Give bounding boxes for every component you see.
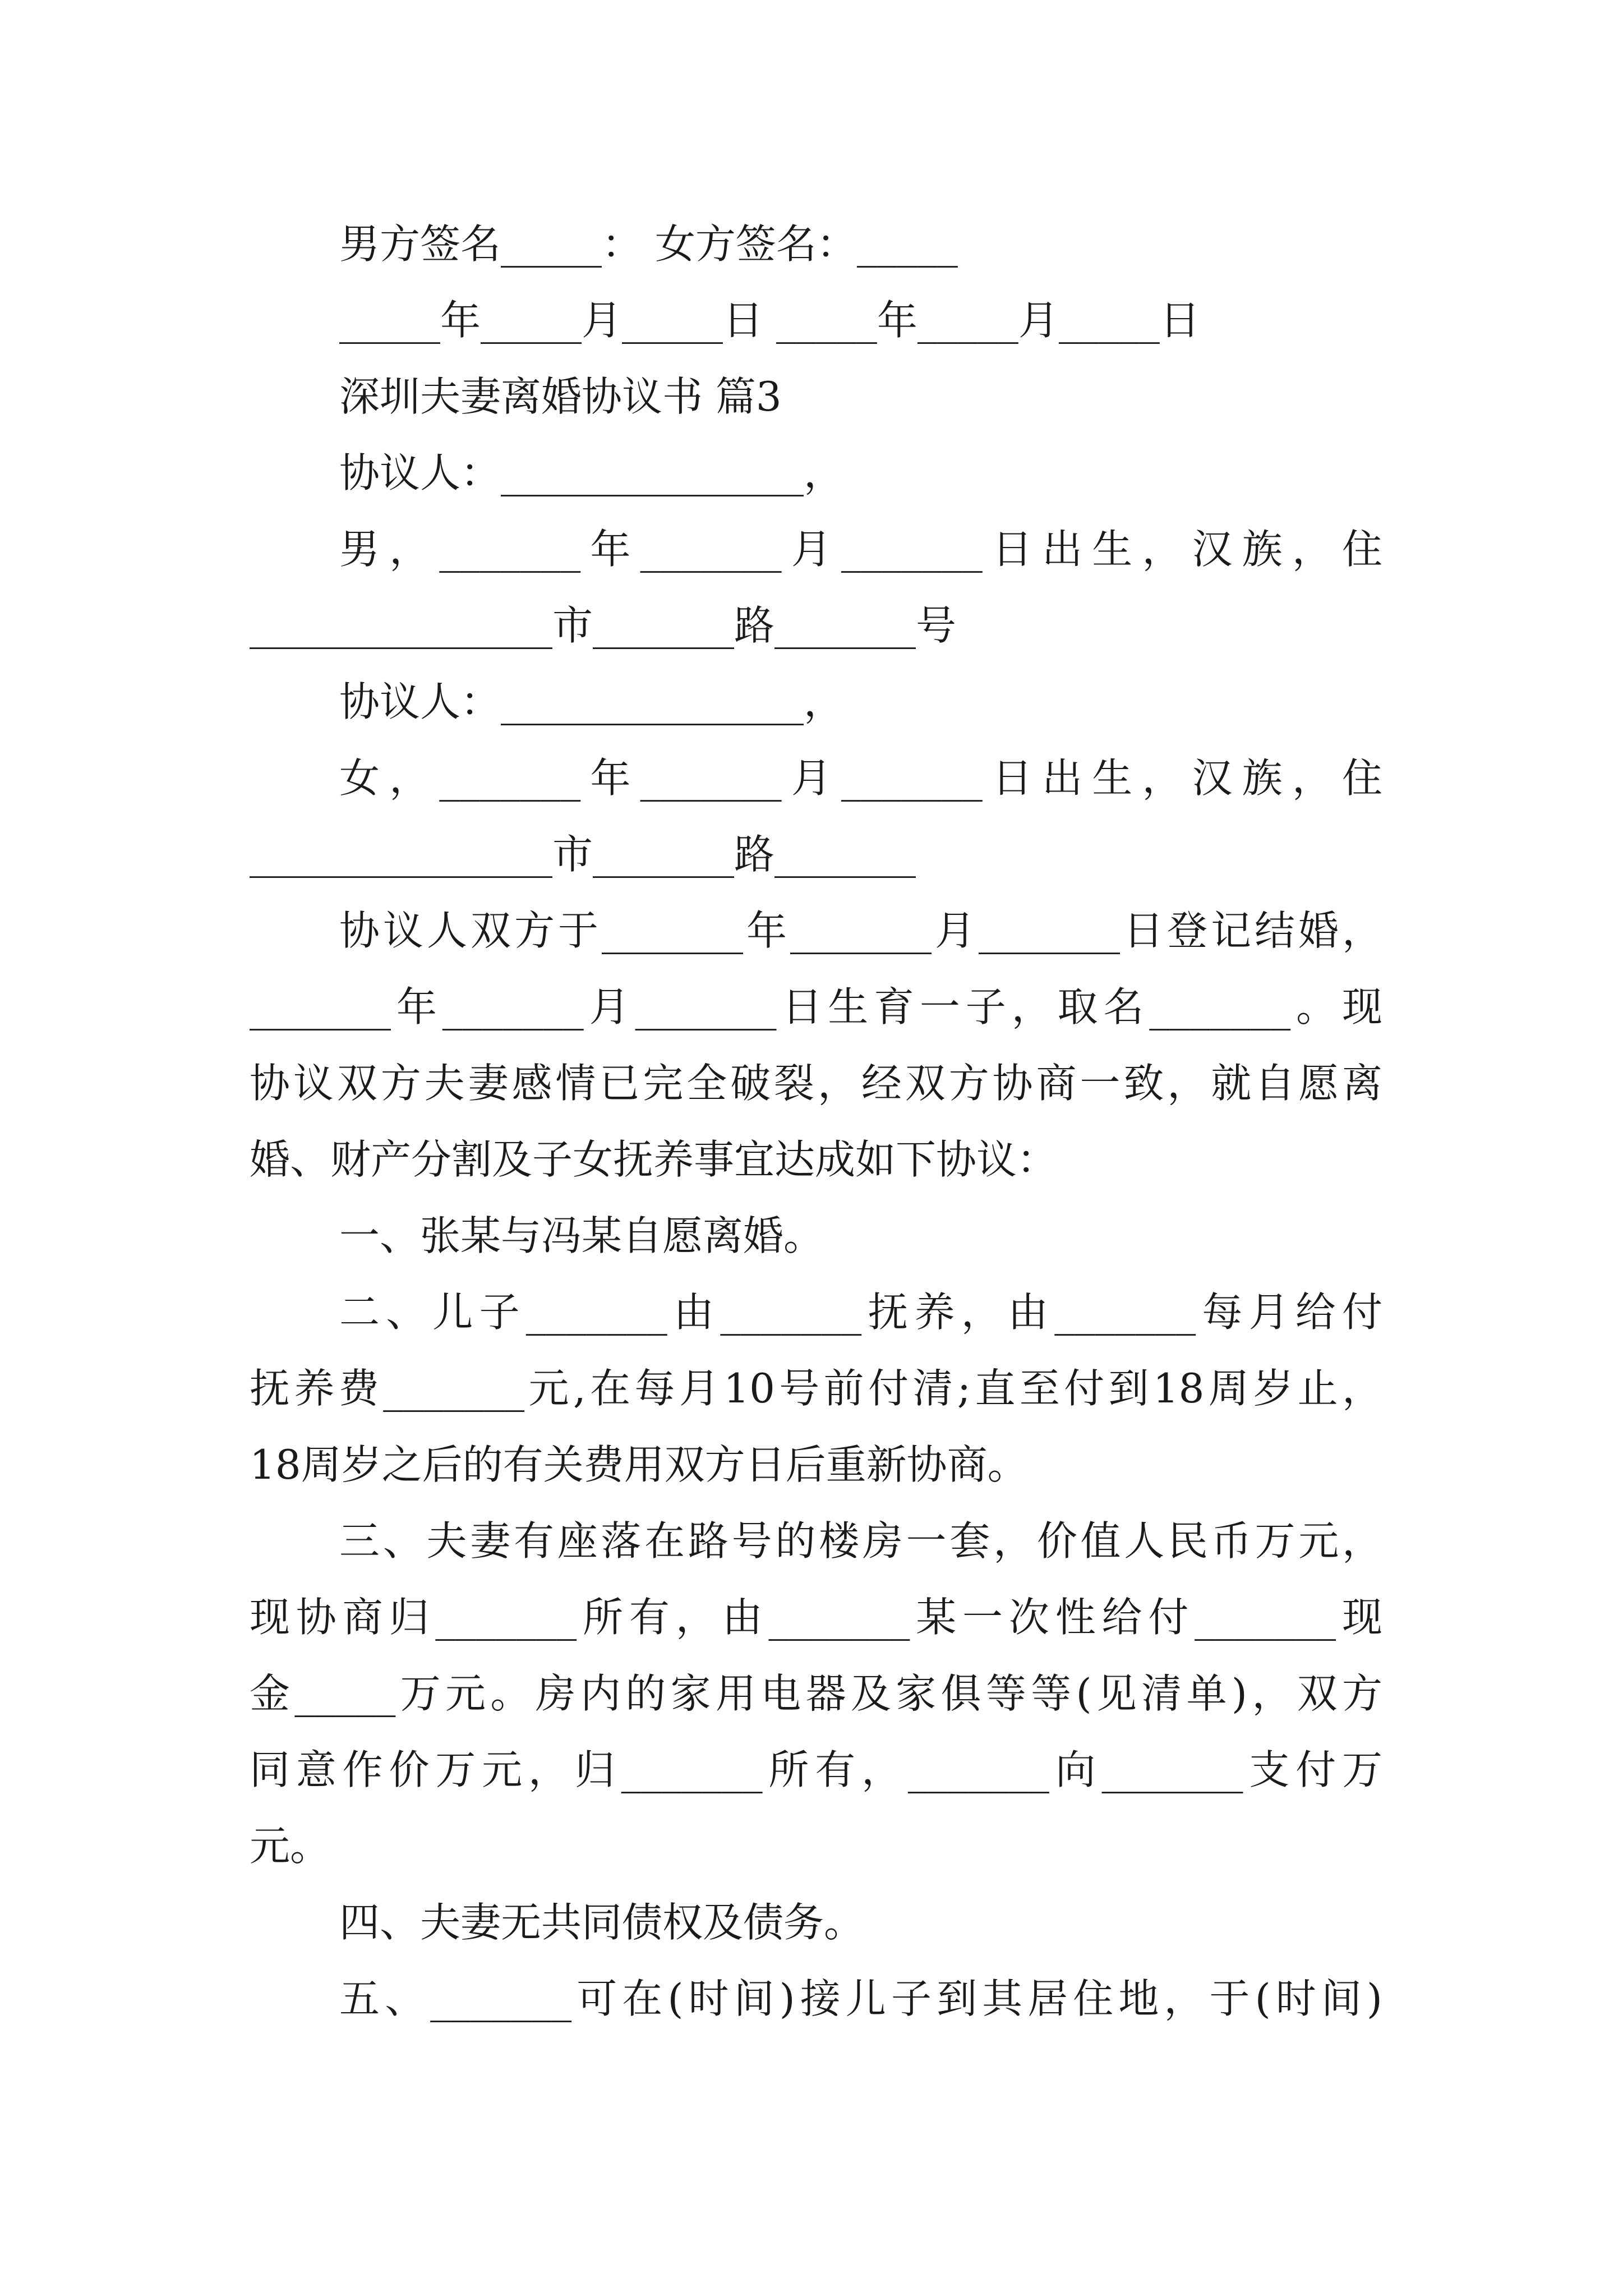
paragraph-line: _______年_______月_______日生育一子，取名_______。现: [250, 983, 1382, 1030]
clause-4: 四、夫妻无共同债权及债务。: [339, 1899, 865, 1946]
clause-3-line: 金_____万元。房内的家用电器及家俱等等(见清单)，双方: [250, 1670, 1382, 1717]
clause-3: 三、夫妻有座落在路号的楼房一套，价值人民币万元，: [339, 1517, 1382, 1565]
paragraph-line: 协议人双方于_______年_______月_______日登记结婚，: [339, 907, 1382, 954]
party-male-details: 男，_______年_______月_______日出生，汉族，住: [339, 526, 1382, 573]
party-male-address: _______________市_______路_______号: [250, 602, 956, 649]
clause-1: 一、张某与冯某自愿离婚。: [339, 1212, 824, 1259]
party-line-1: 协议人：_______________，: [339, 449, 845, 496]
party-female-address: _______________市_______路_______: [250, 831, 916, 878]
clause-5: 五、_______可在(时间)接儿子到其居住地，于(时间): [339, 1975, 1382, 2022]
signature-line: 男方签名_____： 女方签名：_____: [339, 220, 958, 268]
clause-2-line: 抚养费_______元,在每月10号前付清;直至付到18周岁止，: [250, 1365, 1382, 1412]
clause-2-line: 18周岁之后的有关费用双方日后重新协商。: [250, 1441, 1028, 1488]
clause-3-line: 元。: [250, 1823, 331, 1870]
party-female-details: 女，_______年_______月_______日出生，汉族，住: [339, 754, 1382, 802]
section-heading: 深圳夫妻离婚协议书 篇3: [339, 373, 782, 420]
clause-3-line: 现协商归_______所有，由_______某一次性给付_______现: [250, 1594, 1382, 1641]
clause-2: 二、儿子_______由_______抚养，由_______每月给付: [339, 1289, 1382, 1336]
paragraph-line: 婚、财产分割及子女抚养事宜达成如下协议：: [250, 1136, 1058, 1183]
clause-3-line: 同意作价万元，归_______所有，_______向_______支付万: [250, 1746, 1382, 1793]
signature-date-line: _____年_____月_____日 _____年_____月_____日: [339, 297, 1200, 344]
party-line-2: 协议人：_______________，: [339, 678, 845, 725]
paragraph-line: 协议双方夫妻感情已完全破裂，经双方协商一致，就自愿离: [250, 1060, 1382, 1107]
